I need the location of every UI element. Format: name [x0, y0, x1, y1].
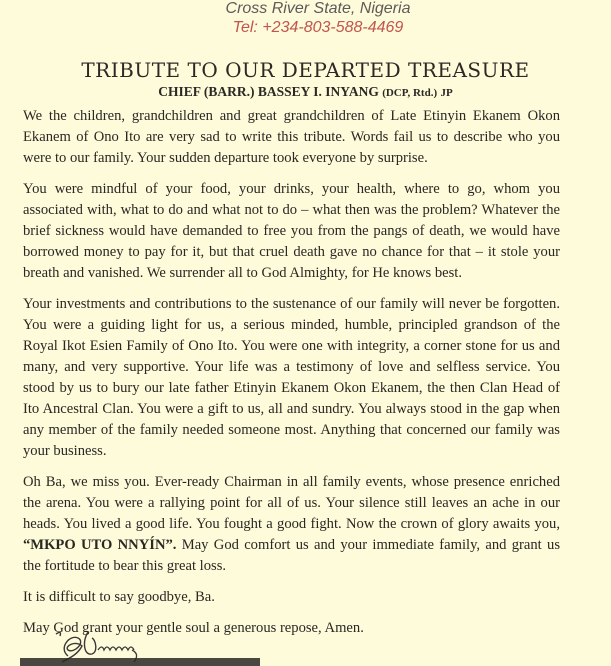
honoree-rank: (DCP, Rtd.): [382, 87, 438, 99]
emphasis-phrase: “MKPO UTO NNYÍN”.: [23, 537, 177, 553]
paragraph: We the children, grandchildren and great grandchildren of Late Etinyin Ekanem Okon Ekanem of Ono Ito are very sad to write this tribute. Words fail us to describe who you were to our family. Your sudden departure took everyone by surprise.: [23, 108, 560, 166]
honoree-name: CHIEF (BARR.) BASSEY I. INYANG: [158, 84, 379, 99]
closing-line: May God grant your gentle soul a generous repose, Amen.: [23, 620, 364, 636]
paragraph: Your investments and contributions to the sustenance of our family will never be forgotten. You were a guiding light for us, a serious minded, humble, principled grandson of the Royal Ikot Esien Family of Ono Ito. You were one with integrity, a corner stone for us and many, and very supportive. Your life was a testimony of love and selfless service. You stood by us to bury our late father Etinyin Ekanem Okon Ekanem, the then Clan Head of Ito Ancestral Clan. You were a gift to us, all and sundry. You always stood in the gap when any member of the family needed someone most. Anything that concerned our family was your business.: [23, 296, 560, 459]
paragraph: You were mindful of your food, your drinks, your health, where to go, whom you associated with, what to do and what not to do – what then was the problem? Whatever the brief sickness would have demanded to free you from the pangs of death, we would have borrowed money to pay for it, but that cruel death gave no chance for that – it stole your breath and vanished. We surrender all to God Almighty, for He knows best.: [23, 181, 560, 281]
tribute-subtitle: [0, 84, 611, 100]
signatory-name-cutoff: [20, 658, 260, 666]
paragraph-text: May God comfort us and your immediate family, and grant us the fortitude to bear this great loss.: [23, 537, 560, 574]
address-line-2: Cross River State, Nigeria: [225, 0, 411, 17]
honoree-jp: JP: [440, 87, 453, 99]
letterhead: [0, 0, 611, 38]
paragraph: [23, 472, 560, 577]
tribute-title: TRIBUTE TO OUR DEPARTED TREASURE: [81, 58, 530, 82]
paragraph-text: Oh Ba, we miss you. Ever-ready Chairman in all family events, whose presence enriched the arena. You were a rallying point for all of us. Your silence still leaves an ache in our heads. You lived a good life. You fought a good fight. Now the crown of glory awaits you,: [23, 474, 560, 532]
closing-line: It is difficult to say goodbye, Ba.: [23, 589, 215, 605]
telephone: Tel: +234-803-588-4469: [232, 19, 404, 36]
tribute-body: [23, 106, 560, 649]
